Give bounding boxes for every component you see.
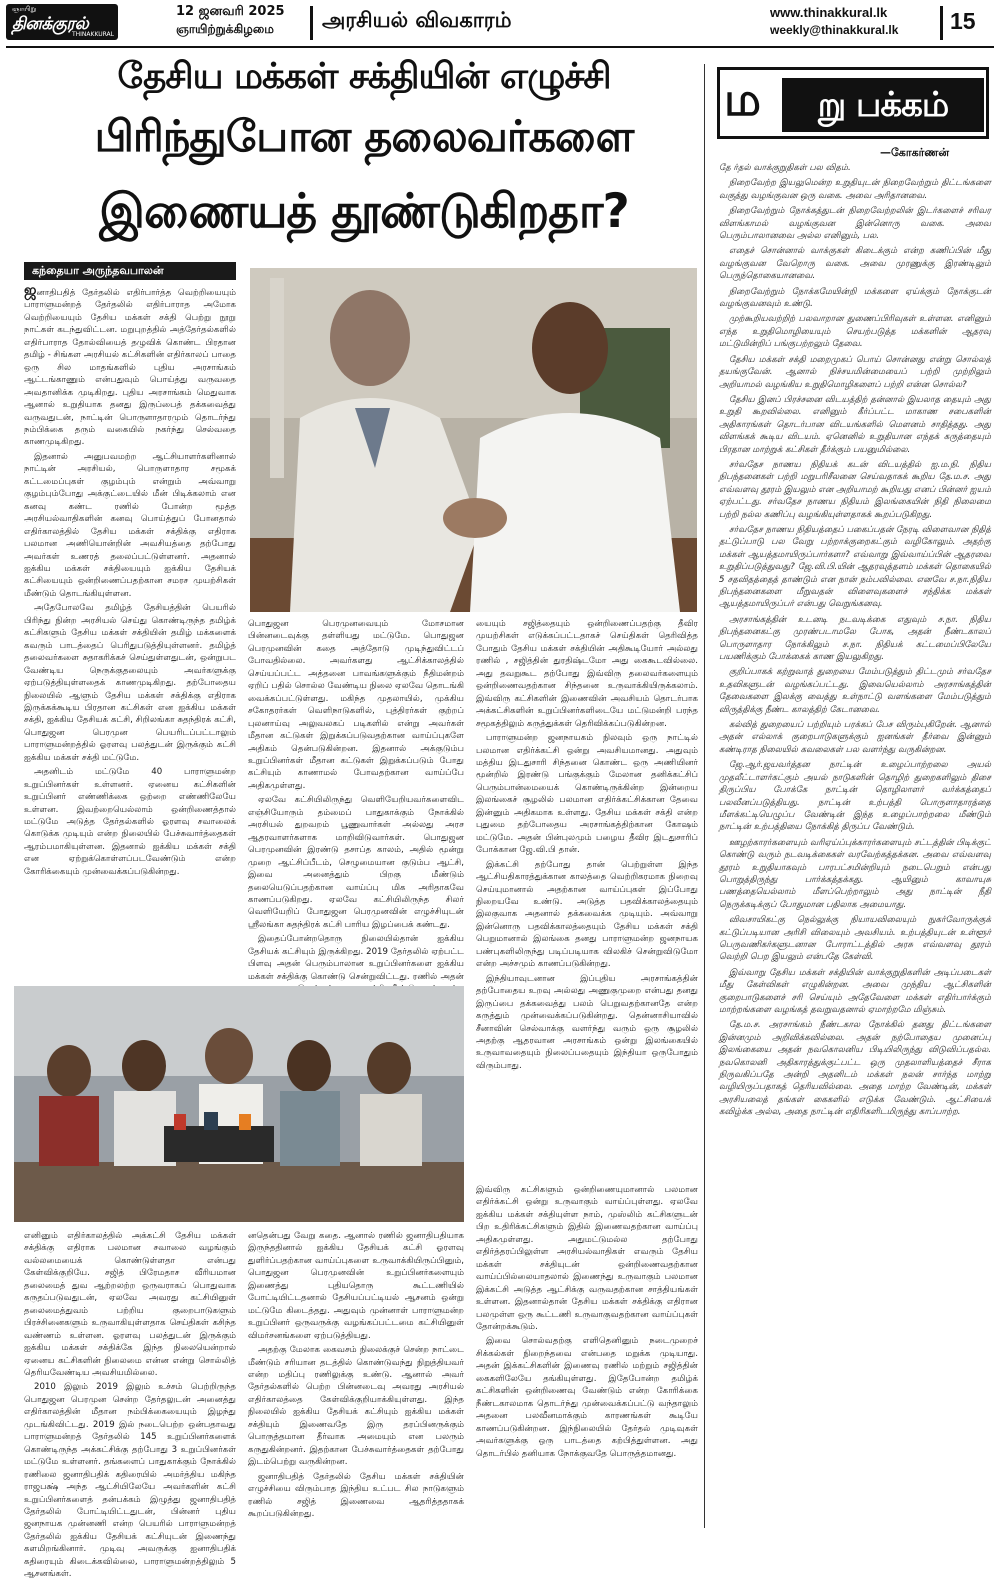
article-paragraph: ஏலவே கட்சியிலிருந்து வெளியேறியவர்களைவிட எஞ்சியோரும் தம்மைப் பாதுகாக்கும் நோக்கில் அரசியல் துறவறம் பூணுவார்கள் அல்லது அரச ஆதரவாளர்களாக மாறிவிடுவார்கள். பொதுஜன பெரமுனவின் இரண்டு தசாப்த காலம், அதில் மூன்று முறை ஆட்சிப்பீடம், செழுமையான குடும்ப ஆட்சி, இவை அனைத்தும் பிறகு மீண்டும் தலையெடுப்பதற்கான வாய்ப்பு மிக அரிதாகவே காணப்படுகிறது. ஏலவே கட்சியிலிருந்த சிலர் வெளியேறிப் போதுஜன பெரமுனவின் எழுச்சியுடன் ஸ்ரீலங்கா சுதந்திரக் கட்சி பாரிய இழப்பைக் கண்டது. [248, 795, 464, 930]
issue-day: ஞாயிற்றுக்கிழமை [176, 22, 274, 36]
sidebar-author: —கோகர்ணன் [880, 146, 950, 159]
sidebar-paragraph: நிறைவேற்ற இயலுமென்ற உறுதியுடன் நிறைவேற்றும் திட்டங்களை வகுத்து வழங்குவன ஒரு வகை. அவை அரிதானவை. [719, 178, 991, 201]
article-paragraph: ஜனாதிபதித் தேர்தலில் தேசிய மக்கள் சக்தியின் எழுச்சியை விரும்பாத இந்திய உட்பட சில நாடுகளும் ரணில் சஜித் இணைவை ஆதரித்ததாகக் கூறப்படுகின்றது. [248, 1471, 464, 1519]
article-paragraph: னதென்பது வேறு கதை. ஆனால் ரணில் ஜனாதிபதியாக இருந்ததினால் ஐக்கிய தேசியக் கட்சி ஓரளவு துளிர்ப்பதற்கான வாய்ப்புகளை உருவாக்கியிருப்பினும், பொதுஜன பெரமுனவின் உறுப்பினர்களையும் இணைத்து புதியதொரு கூட்டணியில் போட்டியிட்டதனால் தேசியப்பட்டியல் ஆசனம் ஒன்று மட்டுமே கிடைத்தது. அதுவும் முன்னாள் பாராளுமன்ற உறுப்பினர் ஒருவருக்கு வழங்கப்பட்டமை கட்சியினுள் விமர்சனங்களை ஏற்படுத்தியது. [248, 1231, 464, 1341]
website-link[interactable]: www.thinakkural.lk [770, 5, 888, 20]
sidebar-paragraph: ஜே.ஆர்.ஜயவர்த்தன நாட்டின் உழைப்பாற்றலை அயல் முதலீட்டாளர்கட்கும் அயல் நாடுகளின் தொழிற் துறைகளிலும் திசை திருப்பிய போக்கே நாட்டின் தொழிலாளர் வர்க்கத்தைப் பலவீனப்படுத்தியது. நாட்டின் உற்பத்தி பொருளாதாரத்தை மீளக்கட்டியெழுப்ப வேண்டின் இந்த உழைப்பாற்றலை மீண்டும் நாட்டின் உற்பத்தியை நோக்கித் திருப்ப வேண்டும். [719, 760, 991, 833]
byline: கந்தையா அருந்தவபாலன் [24, 262, 236, 280]
article-paragraph: இதனால் அனுபவமற்ற ஆட்சியாளர்களினால் நாட்டின் அரசியல், பொருளாதார சமூகக் கட்டமைப்புகள் குழம்பும் என்றும் அவ்வாறு குழம்பும்போது அக்குட்டையில் மீன் பிடிக்கலாம் என கனவு கண்ட ரணில் போன்ற மூத்த அரசியல்வாதிகளின் கனவு பொய்த்துப் போனதால் எதிர்காலத்தில் தேசிய மக்கள் சக்திக்கு எதிராக பலமான அணியொன்றின் அவசியத்தை தற்போது அவர்கள் உணரத் தலைப்பட்டுள்ளனர். அதனால் ஐக்கிய மக்கள் சக்தியையும் ஐக்கிய தேசியக் கட்சியையும் ஒன்றிணைப்பதற்கான சமரச முயற்சிகள் மீண்டும் தொடங்கியுள்ளன. [24, 451, 236, 599]
article-paragraph: ஜனாதிபதித் தேர்தலில் எதிர்பார்த்த வெற்றியையும் பாராளுமன்றத் தேர்தலில் எதிர்பாராத அமோக வெற்றியையும் தேசிய மக்கள் சக்தி பெற்று நூறு நாட்கள் கடந்துவிட்டன. மறுபுறத்தில் அத்தேர்தல்களில் எதிர்பாராத தோல்வியைத் தழுவிக் கொண்ட பிரதான தமிழ் - சிங்கள அரசியல் கட்சிகளின் எதிர்காலப் பாதை ஒரு சில மாதங்களில் புதிய அரசாங்கம் ஆட்டங்காணும் என்பதுவும் பொய்த்து வருவதை அவதானிக்க முடிகிறது. புதிய அரசாங்கம் மெதுவாக ஆனால் உறுதியாக தனது இருப்பைத் தக்கவைத்து வருவதுடன், நாட்டின் பொருளாதாரமும் தொடர்ந்து நம்பிக்கை தரும் வகையில் நகர்ந்து செல்வதை காணமுடிகிறது. [24, 281, 236, 448]
masthead-subtitle: THINAKKURAL [71, 31, 114, 38]
press-conference-photo [14, 986, 464, 1222]
sidebar-paragraph: இவ்வாறு தேசிய மக்கள் சக்தியின் வாக்குறுதிகளின் அடிப்படைகள் மீது கேள்விகள் எழுகின்றன. அவை முந்திய ஆட்சிகளின் குறைபாடுகளைச் சரி செய்யும் அதேவேளை மக்கள் எதிர்பார்க்கும் மாற்றங்களை வழங்கத் தவறுவதனால் ஏமாற்றமே மிஞ்சும். [719, 967, 991, 1015]
drop-cap: ஜ [24, 281, 37, 299]
article-paragraph: அதனிடம் மட்டுமே 40 பாராளுமன்ற உறுப்பினர்கள் உள்ளனர். ஏனைய கட்சிகளின் உறுப்பினர் எண்ணிக்கை ஒற்றை எண்ணிலேயே உள்ளன. இவற்றையெல்லாம் ஒன்றிணைத்தால் மட்டுமே அடுத்த தேர்தல்களில் ஓரளவு சவாலைக் கொடுக்க முடியும் என்ற நிலையில் பேச்சுவார்த்தைகள் ஆரம்பமாகியுள்ளன. இதனால் ஐக்கிய மக்கள் சக்தி என ஏற்றுக்கொள்ளப்படவேண்டும் என்ற கோரிக்கையும் முன்வைக்கப்படுகின்றது. [24, 767, 236, 877]
sidebar-paragraph: எதைச் சொன்னால் வாக்குகள் கிடைக்கும் என்ற கணிப்பின் மீது வழங்குவன வேறொரு வகை. அவை முரணுக்கு இரண்டிலும் பெருந்தொகையானவை. [719, 246, 991, 282]
article-paragraph: இக்கட்சி தற்போது தான் பெற்றுள்ள இந்த ஆட்சியதிகாரத்துக்கான காலத்தை வெற்றிகரமாக நிறைவு செய்யுமானால் அதற்கான வாய்ப்புகள் இப்போது நிறையவே உண்டு. அடுத்த பதவிக்காலத்தையும் இலகுவாக அதனால் தக்கவைக்க முடியும். அவ்வாறு இன்னொரு பதவிக்காலத்தையும் தேசிய மக்கள் சக்தி பெறுமானால் இலங்கை தனது பாராளுமன்ற ஜனநாயக பண்புகளிலிருந்து படிப்படியாக விலகிச் சென்றுவிடுமோ என்ற அச்சமும் காணப்படுகின்றது. [476, 859, 698, 970]
article-paragraph: இந்தியாவுடனான இப்புதிய அரசாங்கத்தின் தற்போதைய உறவு அல்லது அணுகுமுறை என்பது தனது இருப்பை தக்கவைத்து பலம் பெறுவதற்கானதே என்ற கருத்தும் முன்வைக்கப்படுகின்றது. தென்னாசியாவில் சீனாவின் செல்வாக்கு வளர்ந்து வரும் ஒரு சூழலில் அதற்கு ஆதரவான அரசாங்கம் ஒன்று இலங்கையில் உருவாவதையும் நிலைப்பதையும் இந்தியா ஒருபோதும் விரும்பாது. [476, 973, 698, 1071]
header-divider-right [940, 6, 943, 40]
sidebar-title-initial: ம [724, 72, 762, 126]
handshake-photo [250, 268, 697, 612]
article-paragraph: இதைப்போன்றதொரு நிலையில்தான் ஐக்கிய தேசியக் கட்சியும் இருக்கிறது. 2019 தேர்தலில் ஏற்பட்ட பிளவு அதன் பெரும்பாலான உறுப்பினர்களை ஐக்கிய மக்கள் சக்திக்கு கொண்டு சென்றுவிட்டது. ரணில் அதன் [248, 934, 464, 982]
article-column-1-top [24, 281, 236, 980]
sidebar-paragraph: முற்கூறியவற்றிற் பலவாறான துணைப்பிரிவுகள் உள்ளன. எனினும் எந்த உறுதிமொழியையும் செயற்படுத்த மக்களின் ஆதரவு மட்டுமின்றிப் பங்குபற்றலும் தேவை. [719, 314, 991, 350]
article-paragraph: யையும் சஜித்தையும் ஒன்றிணைப்பதற்கு தீவிர முயற்சிகள் எடுக்கப்பட்டதாகச் செய்திகள் தெரிவித்த போதும் தேசிய மக்கள் சக்தியின் அதிகூடியோர் அல்லது ரணில் , சஜித்தின் துரதிஷ்டமோ அது கைகூடவில்லை. அது தவறுகூட தற்போது இவ்விரு தலைவர்களையும் ஒன்றிணைவதற்கான சிந்தனை உருவாக்கியிருக்கலாம். இவ்விரு கட்சிகளின் இணைவின் அவசியம் தொடர்பாக அக்கட்சிகளின் உறுப்பினர்களிடையே மட்டுமன்றி பரந்த சமூகத்திலும் கருத்துக்கள் தெரிவிக்கப்படுகின்றன. [476, 619, 698, 729]
sidebar-title-box [717, 67, 989, 139]
sidebar-paragraph: ஊழற்காரர்களையும் வரிஏய்ப்புக்காரர்களையும் சட்டத்தின் பிடிக்குட் கொண்டு வரும் நடவடிக்கைகள் வரவேற்கத்தக்கன. அவை எவ்வளவு தூரம் உறுதியாகவும் பாரபட்சமின்றியும் நடைபெறும் என்பது பொறுத்திருந்து பார்க்கத்தக்கது. ஆயினும் காவாயுசு பணத்தையெல்லாம் மீளப்பெற்றாலும் அது நாட்டின் நீதி நெருக்கடிக்குப் போதுமான பதிலாக அமையாது. [719, 837, 991, 910]
press-conference-image [14, 986, 464, 1222]
sidebar-text [719, 162, 991, 1528]
page-number: 15 [950, 8, 976, 34]
sidebar-paragraph: தே ர்தல் வாக்குறுதிகள் பல விதம். [719, 163, 851, 173]
sidebar-paragraph: சர்வதேச நாணய நிதியக் கடன் விடயத்தில் ஐ.ம.நி. நிதிய நிபந்தனைகள் பற்றி மறுபரிசீலனை செய்வதாகக் கூறிய தே.ம.ச. அது எவ்வளவு தூரம் இயலும் என அறியாமற் கூறியது எனப் பின்னர் ஐயம் ஏற்பட்டது. சர்வதேச நாணய நிதியம் இலங்கையின் நிதி நிலைமை பற்றி நல்ல கணிப்பு வழங்கியுள்ளதாகக் கூறப்படுகிறது. [719, 459, 991, 520]
page-header [0, 0, 1000, 50]
article-column-2-bottom [248, 1230, 464, 1528]
article-column-3-bottom [476, 1184, 698, 1528]
article-paragraph: இவ்விரு கட்சிகளும் ஒன்றிணையுமானால் பலமான எதிர்க்கட்சி ஒன்று உருவாகும் வாய்ப்புள்ளது. ஏலவே ஐக்கிய மக்கள் சக்தியுள்ள நாம், முஸ்லிம் கட்சிகளுடன் பிற உதிரிக்கட்சிகளும் இதில் இணைவதற்கான வாய்ப்பு அதிகமுள்ளது. அதுமட்டுமல்ல தற்போது எதிர்த்தரப்பிலுள்ள அரசியல்வாதிகள் எவரும் தேசிய மக்கள் சக்தியுடன் ஒன்றிணைவதற்கான வாய்ப்பில்லையாதலால் இணைந்து உருவாகும் பலமான இக்கட்சி அடுத்த ஆட்சிக்கு வருவதற்கான சாத்தியங்கள் உள்ளன. இதனால்தான் தேசிய மக்கள் சக்திக்கு எதிரான பலமுள்ள ஒரு கூட்டணி உருவாகுவதற்கான வாய்ப்புகள் தோன்றக்கூடும். [476, 1185, 698, 1332]
header-divider [310, 6, 313, 40]
handshake-image [250, 268, 697, 612]
article-column-1-bottom [24, 1230, 236, 1580]
sidebar-paragraph: தே.ம.ச. அரசாங்கம் நீண்டகால நோக்கில் தனது திட்டங்களை இன்னமும் அறிவிக்கவில்லை. அதன் நற்போதைய முனைப்பு இலங்கையை அதன் நவகொலனிய பிடியிலிருந்து விடுவிப்பதல்ல. நவகொலனி அதிகாரத்துக்குட்பட்ட ஒரு முதலாளியத்தைச் சீராக நிருவகிப்பதே அன்றி அதனிடம் மக்கள் நலன் சார்ந்த மாற்று வழியிருப்பதாகத் தெரியவில்லை. அதை மாற்ற வேண்டின், மக்கள் அரசியலைத் தங்கள் கைகளில் எடுக்க வேண்டும். ஆட்சியைக் கவிழ்க்க அல்ல, அதை நாட்டின் எதிரிகளிடமிருந்து காப்பாற்ற. [719, 1020, 991, 1118]
headline-line-2: பிரிந்துபோன தலைவர்களை [94, 112, 634, 162]
article-paragraph: 2010 இலும் 2019 இலும் உச்சம் பெற்றிருந்த பொதுஜன பெரமுன சென்ற தேர்தலுடன் அனைத்து எதிர்காலத்தின் மீதான நம்பிக்கையையும் இழந்து முடங்கிவிட்டது. 2019 இல் நடைபெற்ற ஒன்பதாவது பாராளுமன்றத் தேர்தலில் 145 உறுப்பினர்களைக் கொண்டிருந்த அக்கட்சிக்கு தற்போது 3 உறுப்பினர்கள் மட்டுமே உள்ளனர். தங்களைப் பாதுகாக்கும் நோக்கில் ரணிலை ஜனாதிபதிக் கதிரையில் அமர்த்திய மகிந்த ராஜபக்ஷ் அந்த ஆட்சியிலேயே அவர்களின் கட்சி உறுப்பினர்களைத் தன்பக்கம் இழுத்து ஜனாதிபதித் தேர்தலில் போட்டியிட்டதுடன், பின்னர் புதிய ஜனநாயக முன்னணி என்ற பெயரில் பாராளுமன்றத் தேர்தலில் ஐக்கிய தேசியக் கட்சியுடன் இணைந்து களமிறங்கினார். முடிவு அவருக்கு ஐனாதிபதிக் கதிரையும் கிடைக்கவில்லை, பாராளுமன்றத்திலும் 5 ஆசனங்கள். [24, 1382, 236, 1580]
article-paragraph: அதற்கு மேலாக கைவசம் நிலைக்குச் சென்ற நாட்டை மீண்டும் சரியான தடத்தில் கொண்டுவந்து நிறுத்தியவர் என்ற மதிப்பு ரணிலுக்கு உண்டு. ஆனால் அவர் தேர்தல்களில் பெற்ற பின்னடைவு அவரது அரசியல் எதிர்காலத்தை கேள்விக்குறியாக்கியுள்ளது. இந்த நிலையில் ஐக்கிய தேசியக் கட்சியும் ஐக்கிய மக்கள் சக்தியும் இணைவதே இரு தரப்பினருக்கும் பொருத்தமான தீர்வாக அமையும் என பலரும் கருதுகின்றனர். இதற்கான பேச்சுவார்த்தைகள் தற்போது இடம்பெற்று வருகின்றன. [248, 1345, 464, 1468]
sidebar-paragraph: தேசிய இனப் பிரச்சனை விடயத்திற் தன்னால் இயலாத தையும் அது உறுதி கூறவில்லை. எனினும் கீர்ப்பட்ட மாகாண சபைகளின் அதிகாரங்கள் தொடர்பான விடயங்களில் மௌனம் சாதித்தது. அது விளங்கக் கூடிய விடயம். ஏனெனில் உறுதியான எந்தக் கருத்தையும் பிரதான மாற்றுக் கட்சிகள் தீர்க்கும் பயனுமில்லை. [719, 394, 991, 455]
masthead-logo [6, 4, 118, 40]
header-rule [6, 46, 994, 48]
headline-line-3: இணையத் தூண்டுகிறதா? [99, 184, 629, 239]
article-paragraph: அதேபோலவே தமிழ்த் தேசியத்தின் பெயரில் பிரிந்து நின்ற அரசியல் செய்து கொண்டிருந்த தமிழ்க் கட்சிகளும் தேசிய மக்கள் சக்தியின் தமிழ் மக்களைக் கவரும் பாடத்தைப் பெரிதுபடுத்தியுள்ளனர். தமிழ்த் தலைவர்களை சுதாகரிக்கச் செய்துள்ளதுடன், ஒன்றுபட வேண்டிய நெருக்குதலையும் அவர்களுக்கு ஏற்படுத்தியுள்ளதைக் காணமுடிகிறது. தற்போதைய நிலையில் ஆளும் தேசிய மக்கள் சக்திக்கு எதிராக இருக்கக்கூடிய பிரதான கட்சிகள் என ஐக்கிய மக்கள் சக்தி, ஐக்கிய தேசியக் கட்சி, சிறிலங்கா சுதந்திரக் கட்சி, பொதுஜன பெரமுன பெயரிடப்பட்டாலும் பாராளுமன்றத்தில் ஓரளவு பலத்துடன் இருக்கும் கட்சி ஐக்கிய மக்கள் சக்தி மட்டுமே. [24, 603, 236, 763]
sidebar-paragraph: விவசாயிகட்கு நெல்லுக்கு நியாயவிலையும் நுகர்வோருக்குக் கட்டுப்படியான அரிசி விலையும் அவசியம். உற்பத்தியுடன் உள்ளூர் பெருவணிகர்களுடனான போராட்டத்தில் அரசு எவ்வளவு தூரம் வெற்றி பெற இயலும் என்பதே கேள்வி. [719, 915, 991, 963]
article-paragraph: பொதுஜன பெரமுனவையும் மோசமான பின்னடைவுக்கு தள்ளியது மட்டுமே. பொதுஜன பெரமுனவின் கதை அத்தோடு முடிந்துவிட்டப் போவதில்லை. அவர்களது ஆட்சிக்காலத்தில் செய்யப்பட்ட அத்தனை பாவங்களுக்கும் நீதிமன்றம் ஏறிப் பதில் சொல்ல வேண்டிய நிலை ஏலவே தொடங்கி வைக்கப்பட்டுள்ளது. மகிந்த முதலாயில், முக்கிய சகோதரர்கள் வெளிநாடுகளில், புத்திரர்கள் குற்றப் புலனாய்வு அலுவலகப் படிகளில் என்று அவர்கள் மீதான கட்டுகள் இறுக்கப்படுவதற்கான வாய்ப்புகளே அதிகம் தென்படுகின்றன. இதனால் அக்குடும்ப உறுப்பினர்கள் மீதான கட்டுகள் இறுக்கப்படும் போது கட்சியும் காணாமல் போவதற்கான வாய்ப்பே அதிகமுள்ளது. [248, 619, 464, 791]
article-paragraph: இவை சொல்வதற்கு எளிதெனினும் நடைமுறைச் சிக்கல்கள் நிறைந்தவை என்பதை மறுக்க முடியாது. அதன் இக்கட்சிகளின் இணைவு ரணில் மற்றும் சஜித்தின் கைகளிலேயே தங்கியுள்ளது. இதேபோன்ற தமிழ்க் கட்சிகளின் ஒன்றிணைவு வேண்டும் என்ற கோரிக்கை நீண்டகாலமாக தொடர்ந்து முன்வைக்கப்பட்டு வந்தாலும் அதனை பலவீனமாக்கும் காரணங்கள் கூடியே காணப்படுகின்றன. இந்நிலையில் தேர்தல் முடிவுகள் அவர்களுக்கு ஒரு பாடத்தை கற்பித்துள்ளன. அது தொடர்பில் தனியாக நோக்குவதே பொருத்தமானது. [476, 1336, 698, 1459]
masthead-small-label: ஞாயிறு [12, 5, 37, 13]
sidebar-paragraph: நிறைவேற்றும் நோக்கமேயின்றி மக்களை ஏய்க்கும் நோக்குடன் வழங்குவனவும் உண்டு. [719, 286, 991, 310]
sidebar-paragraph: அரசாங்கத்தின் உடனடி நடவடிக்கை எதுவும் ச.நா. நிதிய நிபந்தனைகட்கு முரண்படாமலே போக, அதன் நீண்டகாலப் பொருளாதார நோக்கிலும் ச.நா. நிதியக் கட்டமைப்பிலேயே பயணிக்கும் போக்கைக் காண இயலுகிறது. [719, 614, 991, 663]
sidebar-paragraph: சர்வதேச நாணய நிதியத்தைப் பகைப்பதன் நேரடி விளைவான நிதித் தட்டுப்பாடு பல வேறு பற்றாக்குறைகட்கும் வழிகோலும். அதற்கு மக்கள் ஆயத்தமாயிருப்பார்களா? எவ்வாறு இவ்வாய்ப்பின் ஆதரவை உறுதிப்படுத்துவது? ஜே.வி.பி.யின் ஆதரவுத்தளம் மக்கள் தொகையில் 5 சதவிதத்தைத் தாண்டும் என நான் நம்பவில்லை. எனவே ச.நா.நிதிய நிபந்தனைகளை மீறுவதன் விளைவுகளைச் சந்திக்க மக்கள் ஆயத்தமாயிருப்பர் என்பது வெறுங்கனவு. [719, 524, 991, 610]
article-paragraph: எனினும் எதிர்காலத்தில் அக்கட்சி தேசிய மக்கள் சக்திக்கு எதிராக பலமான சவாலை வழங்கும் வல்லமையைக் கொண்டுள்ளதா என்பது கேள்விக்குறியே. சஜித் பிரேமதாச வீரியமான தலைமைத் துவ ஆற்றலற்ற ஒருவராகப் பொதுவாக கருதப்படுவதுடன், ஏலவே அவரது கட்சியினுள் தலைமைத்துவம் பற்றிய குறைபாடுகளும் பிரச்சினைகளும் உருவாகியுள்ளதாக செய்திகள் கசிந்த வண்ணம் உள்ளன. ஓரளவு பலத்துடன் இருக்கும் ஐக்கிய மக்கள் சக்திக்கே இந்த நிலையென்றால் ஏனைய கட்சிகளின் நிலைமை என்ன என்று சொல்லித் தெரியவேண்டிய அவசியமில்லை. [24, 1231, 236, 1378]
section-title: அரசியல் விவகாரம் [322, 8, 512, 32]
article-column-2-top [248, 618, 464, 980]
article-column-3-top [476, 618, 698, 1180]
article-paragraph: பாராளுமன்ற ஜனநாயகம் நிலவும் ஒரு நாட்டில் பலமான எதிர்க்கட்சி ஒன்று அவசியமானது. அதுவும் மத்திய இடதுசாரி சிந்தனை கொண்ட ஒரு அணியினர் மூன்றில் இரண்டு பங்குக்கும் மேலான தனிக்கட்சிப் பெரும்பான்மையைக் கொண்டிருக்கின்ற இன்றைய இலங்கைச் சூழலில் பலமான எதிர்க்கட்சிக்கான தேவை இன்னும் அதிகமாக உள்ளது. தேசிய மக்கள் சக்தி என்ற புதுமை தற்போதைய அரசாங்கத்திற்கான கோஷம் மட்டுமே. அதன் பின்புலமும் பழைய தீவிர இடதுசாரிப் போக்கான ஜே.வி.பி தான். [476, 733, 698, 856]
headline-line-1: தேசிய மக்கள் சக்தியின் எழுச்சி [117, 56, 611, 97]
sidebar-paragraph: குறிப்பாகக் கற்றுவாத் துறையை மேம்படுத்தும் திட்டமும் சர்வதேச உதவிகளுடன் வழங்கப்பட்டது. இவையெல்லாம் அரசாங்கத்தின் தேவைகளை இலக்கு வைத்து உள்நாட்டு வளங்களை மேம்படுத்தும் விருத்திக்கு நீண்ட காலத்திற் கேடானவை. [719, 667, 991, 715]
masthead-title: தினக்குரல் [12, 14, 89, 34]
sidebar-paragraph: நிறைவேற்றும் நோக்கத்துடன் நிறைவேற்றலின் இடர்களைச் சரிவர விளங்காமல் வழங்குவன இன்னொரு வகை. அவை பெரும்பாலானவை அல்ல எனினும், பல. [719, 206, 991, 242]
sidebar-title: று பக்கம் [782, 78, 984, 132]
sidebar-paragraph: தேசிய மக்கள் சக்தி மறைமுகப் பொய் சொன்னது என்று சொல்லத் தயங்குவேன். ஆனால் நிச்சயமின்மையைப் பற்றி முற்றிலும் அறியாமல் வழங்கிய உறுதிமொழிகளைப் பற்றி என்ன சொல்ல? [719, 354, 991, 390]
email-link[interactable]: weekly@thinakkural.lk [770, 23, 899, 37]
sidebar-paragraph: கல்வித் துறையைப் பற்றியும் பரக்கப் பேச விரும்புகிறேன். ஆனால் அதன் எல்லாக் குறைபாடுகளுக்கும் ஐனங்கள் தீர்வை இன்னும் கண்டிராத நிலையில் கவலைகள் பல வளர்ந்து வருகின்றன. [719, 720, 991, 755]
issue-date: 12 ஜனவரி 2025 [176, 4, 285, 19]
